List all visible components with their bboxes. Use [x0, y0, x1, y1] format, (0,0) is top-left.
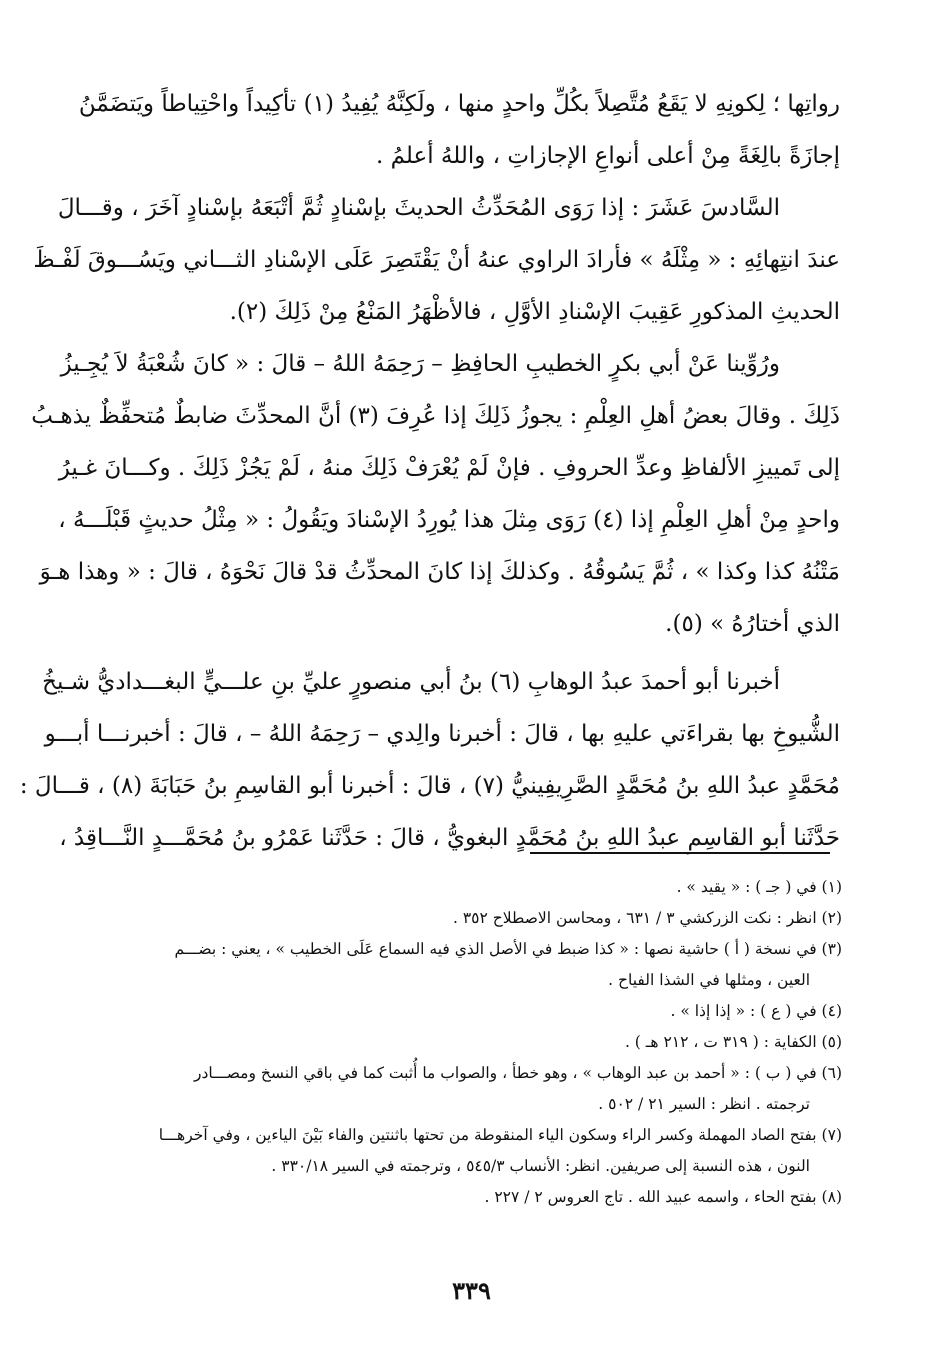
text-line: الشُّيوخِ بها بقراءَتي عليهِ بها ، قالَ : أخبرنا والِدي – رَحِمَهُ اللهُ – ، قالَ : أخبرنـــا أبـــو	[44, 721, 840, 747]
footnote-line: (٧) بفتح الصاد المهملة وكسر الراء وسكون الياء المنقوطة من تحتها باثنتين والفاء بَيْنَ الياءين ، وفي آخرهـــا	[158, 1126, 842, 1144]
footnote-line: النون ، هذه النسبة إلى صريفين. انظر: الأنساب ٥٤٥/٣ ، وترجمته في السير ٣٣٠/١٨ .	[271, 1157, 810, 1175]
text-line: حَدَّثَنا أبو القاسِمِ عبدُ اللهِ بنُ مُحَمَّدٍ البغويُّ ، قالَ : حَدَّثَنا عَمْرُو بنُ مُحَمَّـــدٍ النَّـــاقِدُ ،	[59, 825, 840, 851]
text-line: مُحَمَّدٍ عبدُ اللهِ بنُ مُحَمَّدٍ الصَّرِيفِينيُّ (٧) ، قالَ : أخبرنا أبو القاسِمِ بنُ حَبَابَةَ (٨) ، قـــالَ :	[19, 773, 840, 799]
footnote-line: ترجمته . انظر : السير ٢١ / ٥٠٢ .	[598, 1095, 810, 1113]
text-line: ذَلِكَ . وقالَ بعضُ أهلِ العِلْمِ : يجوزُ ذَلِكَ إذا عُرِفَ (٣) أنَّ المحدِّثَ ضابطٌ مُتحفِّظٌ يذهـبُ	[31, 403, 840, 429]
footnote-line: (٦) في ( ب ) : « أحمد بن عبد الوهاب » ، وهو خطأ ، والصواب ما أُثبت كما في باقي النسخ ومصـــادر	[194, 1064, 842, 1082]
footnote-line: (٢) انظر : نكت الزركشي ٣ / ٦٣١ ، ومحاسن الاصطلاح ٣٥٢ .	[453, 909, 842, 927]
text-line: إجازَةً بالِغَةً مِنْ أعلى أنواعِ الإجازاتِ ، واللهُ أعلمُ .	[375, 143, 840, 169]
footnote-line: (٣) في نسخة ( أ ) حاشية نصها : « كذا ضبط في الأصل الذي فيه السماع عَلَى الخطيب » ، يعني : بضـــم	[174, 940, 842, 958]
footnote-line: (٨) بفتح الحاء ، واسمه عبيد الله . تاج العروس ٢ / ٢٢٧ .	[484, 1188, 842, 1206]
text-line: مَتْنُهُ كذا وكذا » ، ثُمَّ يَسُوقُهُ . وكذلكَ إذا كانَ المحدِّثُ قدْ قالَ نَحْوَهُ ، قالَ : « وهذا هـوَ	[39, 559, 840, 585]
text-line: واحدٍ مِنْ أهلِ العِلْمِ إذا (٤) رَوَى مِثلَ هذا يُورِدُ الإسْنادَ ويَقُولُ : « مِثْلُ حديثٍ قَبْلَـــهُ ،	[58, 507, 840, 533]
text-line: رواتِها ؛ لِكونِهِ لا يَقَعُ مُتَّصِلاً بكُلِّ واحدٍ منها ، ولَكِنَّهُ يُفِيدُ (١) تأكِيداً واحْتِياطاً ويَتضَمَّنُ	[78, 91, 840, 117]
text-line: ورُوِّينا عَنْ أبي بكرٍ الخطيبِ الحافِظِ – رَحِمَهُ اللهُ – قالَ : « كانَ شُعْبَةُ لاَ يُجِـيزُ	[60, 351, 780, 377]
text-line: عندَ انتِهائِهِ : « مِثْلَهُ » فأرادَ الراوي عنهُ أنْ يَقْتَصِرَ عَلَى الإسْنادِ الثـــاني ويَسُـــوقَ لَفْـظَ	[33, 247, 840, 273]
footnote-divider	[530, 852, 830, 854]
text-line: السَّادسَ عَشَرَ : إذا رَوَى المُحَدِّثُ الحديثَ بإسْنادٍ ثُمَّ أتْبَعَهُ بإسْنادٍ آخَرَ ، وقـــالَ	[57, 195, 780, 221]
text-line: أخبرنا أبو أحمدَ عبدُ الوهابِ (٦) بنُ أبي منصورٍ عليِّ بنِ علـــيٍّ البغـــداديُّ شـيخُ	[42, 669, 780, 695]
page-number: ٣٣٩	[452, 1276, 491, 1305]
text-line: إلى تَمييزِ الألفاظِ وعدِّ الحروفِ . فإنْ لَمْ يُعْرَفْ ذَلِكَ منهُ ، لَمْ يَجُزْ ذَلِكَ . وكـــانَ غـيرُ	[58, 455, 840, 481]
footnote-line: العين ، ومثلها في الشذا الفياح .	[608, 971, 810, 989]
main-text-block	[19, 78, 840, 864]
footnote-line: (٥) الكفاية : ( ٣١٩ ت ، ٢١٢ هـ ) .	[624, 1033, 842, 1051]
text-line: الحديثِ المذكورِ عَقِيبَ الإسْنادِ الأوَّلِ ، فالأظْهَرُ المَنْعُ مِنْ ذَلِكَ (٢).	[229, 299, 840, 325]
text-line: الذي أختارُهُ » (٥).	[665, 611, 840, 637]
footnotes-block	[70, 872, 842, 1213]
footnote-line: (١) في ( جـ ) : « يقيد » .	[676, 878, 842, 896]
footnote-line: (٤) في ( ع ) : « إذا إذا » .	[670, 1002, 842, 1020]
